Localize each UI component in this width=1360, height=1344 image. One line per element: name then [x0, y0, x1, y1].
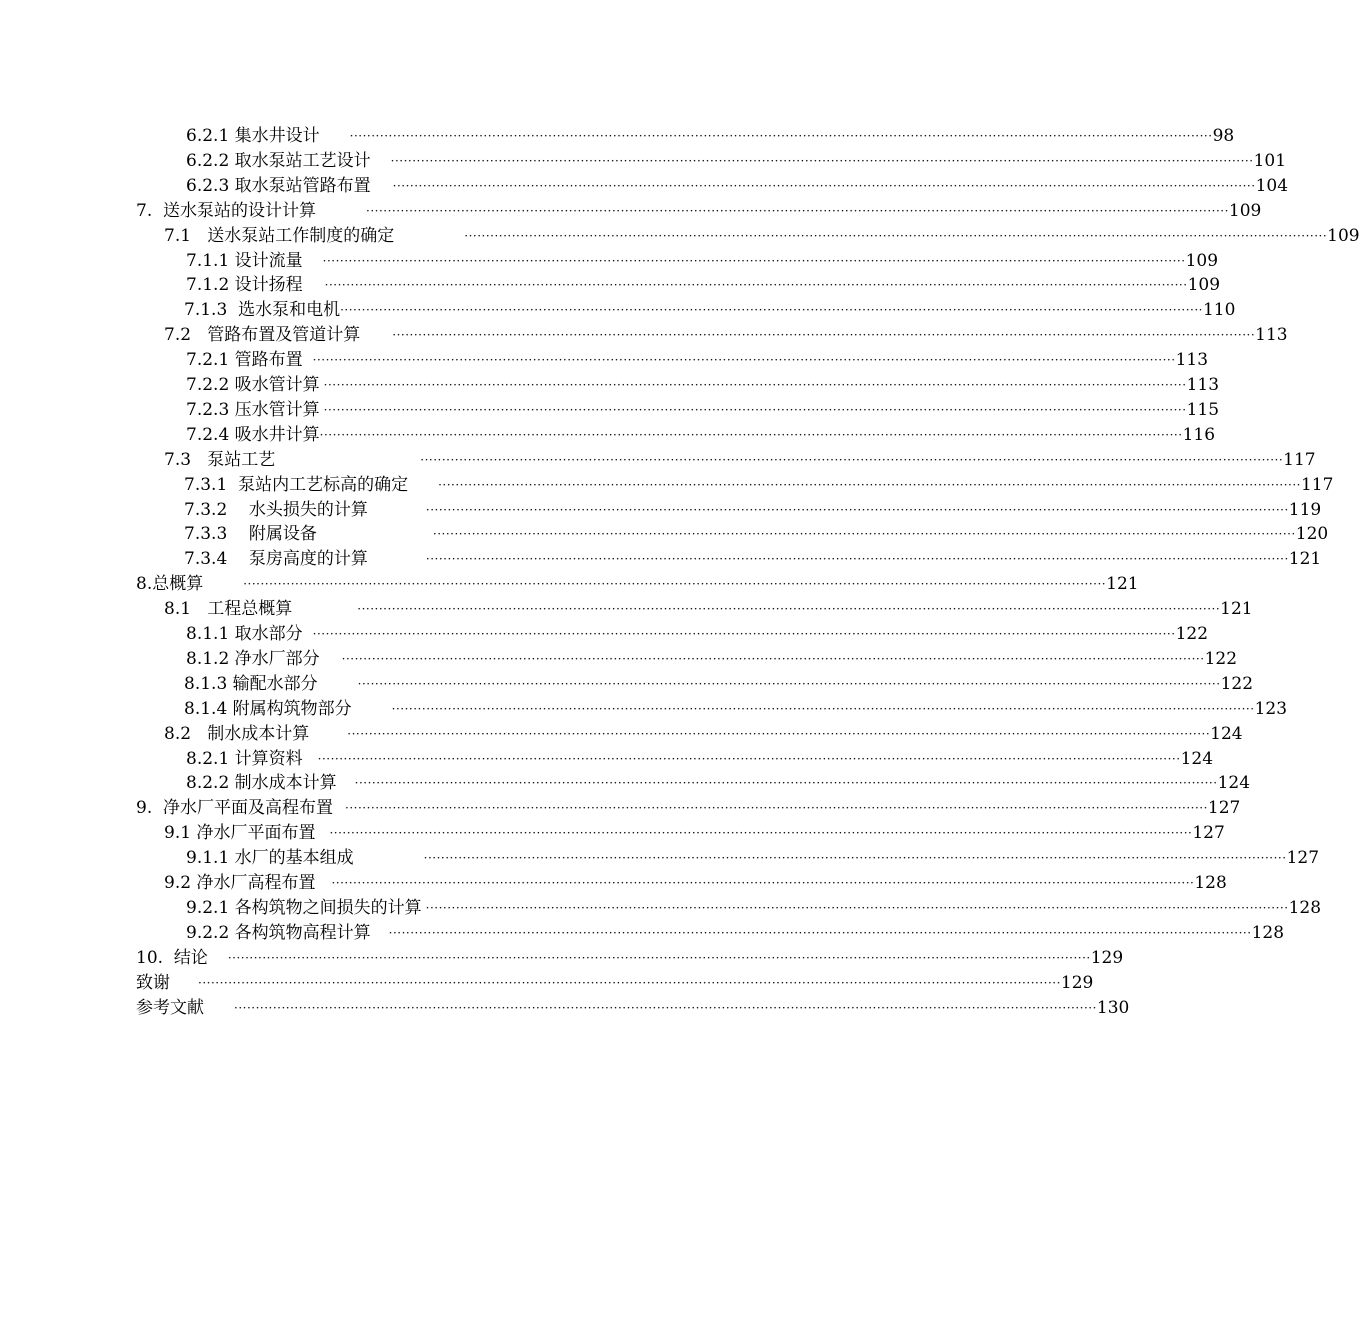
toc-entry[interactable] — [164, 722, 1243, 746]
toc-entry[interactable] — [164, 871, 1227, 895]
toc-entry-title: 7.1.1 设计流量 — [186, 250, 303, 271]
dot-leader: ········································································································································································································ — [464, 228, 1328, 243]
toc-page-number: 116 — [1182, 424, 1216, 445]
toc-entry[interactable] — [186, 921, 1285, 945]
dot-leader: ········································································································································································································ — [425, 900, 1289, 915]
toc-entry[interactable] — [184, 672, 1254, 696]
dot-leader: ········································································································································································································ — [390, 153, 1254, 168]
toc-entry[interactable] — [186, 846, 1320, 870]
toc-entry-title: 7.3.3 附属设备 — [184, 524, 317, 545]
toc-entry[interactable] — [136, 572, 1139, 596]
dot-leader: ········································································································································································································ — [425, 502, 1289, 517]
toc-entry-title: 7.1 送水泵站工作制度的确定 — [164, 225, 395, 246]
dot-leader: ········································································································································································································ — [322, 253, 1186, 268]
toc-page-number: 109 — [1185, 250, 1219, 271]
toc-entry-title: 7.2.4 吸水井计算 — [186, 424, 320, 445]
toc-page-number: 113 — [1186, 375, 1220, 395]
toc-entry-title: 9.1 净水厂平面布置 — [164, 823, 316, 844]
toc-entry-title: 7.3 泵站工艺 — [164, 449, 276, 470]
toc-entry-title: 8.2 制水成本计算 — [164, 723, 310, 744]
dot-leader: ········································································································································································································ — [312, 627, 1176, 641]
dot-leader: ········································································································································································································ — [357, 676, 1221, 691]
toc-entry-title: 7.3.4 泵房高度的计算 — [184, 549, 368, 570]
toc-page-number: 121 — [1106, 574, 1139, 595]
toc-entry[interactable] — [184, 547, 1322, 571]
toc-entry-title: 9.1.1 水厂的基本组成 — [186, 848, 354, 869]
toc-entry-title: 9. 净水厂平面及高程布置 — [136, 798, 334, 819]
dot-leader: ········································································································································································································ — [391, 701, 1255, 716]
toc-entry[interactable] — [186, 398, 1220, 422]
dot-leader: ········································································································································································································ — [425, 552, 1289, 567]
toc-page-number: 98 — [1212, 126, 1235, 146]
toc-page-number: 109 — [1327, 225, 1360, 246]
toc-entry-title: 8.1.4 附属构筑物部分 — [184, 698, 352, 719]
dot-leader: ········································································································································································································ — [345, 801, 1208, 816]
toc-entry-title: 8.1 工程总概算 — [164, 599, 293, 620]
dot-leader: ········································································································································································································ — [420, 452, 1284, 467]
toc-page-number: 120 — [1295, 524, 1329, 545]
dot-leader: ········································································································································································································ — [243, 577, 1107, 592]
toc-page-number: 121 — [1220, 599, 1253, 620]
toc-page-number: 119 — [1288, 499, 1322, 520]
toc-entry[interactable] — [186, 149, 1287, 173]
toc-entry-title: 7.3.2 水头损失的计算 — [184, 499, 368, 520]
toc-entry-title: 7.2.1 管路布置 — [186, 350, 303, 371]
toc-page-number: 127 — [1286, 848, 1320, 869]
toc-entry[interactable] — [184, 697, 1288, 721]
toc-entry[interactable] — [186, 896, 1322, 920]
toc-entry-title: 10. 结论 — [136, 947, 208, 968]
dot-leader: ········································································································································································································ — [331, 876, 1195, 890]
dot-leader: ········································································································································································································ — [423, 851, 1287, 866]
toc-page-number: 124 — [1210, 723, 1243, 744]
dot-leader: ········································································································································································································ — [438, 477, 1301, 492]
toc-entry-title: 6.2.1 集水井设计 — [186, 126, 320, 146]
toc-entry-title: 7.2.2 吸水管计算 — [186, 375, 320, 395]
toc-page-number: 128 — [1288, 897, 1322, 918]
toc-entry[interactable] — [184, 298, 1236, 322]
toc-entry-title: 8.1.1 取水部分 — [186, 624, 303, 644]
toc-entry[interactable] — [186, 647, 1238, 671]
toc-page-number: 121 — [1288, 549, 1322, 570]
toc-page-number: 124 — [1217, 773, 1251, 794]
dot-leader: ········································································································································································································ — [323, 378, 1187, 392]
dot-leader: ········································································································································································································ — [319, 427, 1183, 442]
toc-entry-title: 致谢 — [136, 972, 170, 993]
dot-leader: ········································································································································································································ — [432, 527, 1296, 542]
toc-page-number: 101 — [1253, 150, 1287, 171]
toc-page-number: 109 — [1228, 200, 1262, 221]
toc-entry-title: 参考文献 — [136, 997, 204, 1018]
toc-entry-title: 9.2.1 各构筑物之间损失的计算 — [186, 897, 422, 918]
toc-page-number: 122 — [1175, 624, 1209, 644]
toc-entry[interactable] — [136, 971, 1094, 995]
toc-page-number: 113 — [1175, 350, 1209, 371]
toc-page-number: 127 — [1192, 823, 1225, 844]
toc-page-number: 128 — [1194, 873, 1227, 893]
dot-leader: ········································································································································································································ — [324, 278, 1188, 293]
toc-entry-title: 7.1.3 选水泵和电机 — [184, 300, 341, 321]
toc-entry-title: 7.3.1 泵站内工艺标高的确定 — [184, 474, 409, 495]
toc-entry-title: 9.2 净水厂高程布置 — [164, 873, 316, 893]
toc-entry-title: 7.2.3 压水管计算 — [186, 399, 320, 420]
dot-leader: ········································································································································································································ — [349, 129, 1213, 143]
toc-page-number: 104 — [1255, 175, 1289, 196]
toc-entry[interactable] — [136, 996, 1130, 1020]
dot-leader: ········································································································································································································ — [329, 826, 1193, 841]
toc-entry-title: 7.1.2 设计扬程 — [186, 275, 303, 296]
dot-leader: ········································································································································································································ — [341, 651, 1205, 666]
toc-entry[interactable] — [186, 348, 1209, 372]
toc-entry[interactable] — [164, 448, 1316, 472]
toc-page-number: 127 — [1207, 798, 1241, 819]
toc-entry[interactable] — [186, 622, 1209, 646]
toc-page-number: 128 — [1251, 922, 1285, 943]
toc-page-number: 122 — [1204, 648, 1238, 669]
dot-leader: ········································································································································································································ — [227, 950, 1091, 965]
toc-entry-title: 8.2.2 制水成本计算 — [186, 773, 337, 794]
toc-page-number: 113 — [1255, 325, 1288, 346]
toc-entry-title: 8.1.2 净水厂部分 — [186, 648, 320, 669]
toc-entry[interactable] — [184, 498, 1322, 522]
toc-entry-title: 8.1.3 输配水部分 — [184, 673, 318, 694]
dot-leader: ········································································································································································································ — [198, 975, 1061, 990]
dot-leader: ········································································································································································································ — [357, 602, 1221, 617]
toc-page-number: 122 — [1220, 673, 1254, 694]
toc-page-number: 109 — [1187, 275, 1221, 296]
toc-entry[interactable] — [164, 597, 1253, 621]
toc-entry[interactable] — [186, 373, 1220, 397]
toc-entry[interactable] — [186, 423, 1216, 447]
dot-leader: ········································································································································································································ — [317, 751, 1181, 766]
dot-leader: ········································································································································································································ — [323, 402, 1187, 417]
toc-page-number: 130 — [1096, 997, 1130, 1018]
toc-entry-title: 7. 送水泵站的设计计算 — [136, 200, 317, 221]
toc-entry[interactable] — [186, 273, 1221, 297]
toc-entry-title: 9.2.2 各构筑物高程计算 — [186, 922, 371, 943]
toc-page-number: 124 — [1180, 748, 1214, 769]
toc-entry[interactable] — [136, 199, 1262, 223]
dot-leader: ········································································································································································································ — [366, 203, 1229, 218]
toc-page-number: 115 — [1186, 399, 1220, 420]
toc-entry[interactable] — [136, 946, 1124, 970]
dot-leader: ········································································································································································································ — [392, 328, 1256, 343]
dot-leader: ········································································································································································································ — [347, 726, 1211, 741]
toc-page-number: 129 — [1090, 947, 1124, 968]
toc-entry[interactable] — [136, 796, 1241, 820]
toc-page-number: 117 — [1283, 449, 1316, 470]
toc-page-number: 117 — [1300, 474, 1334, 495]
toc-entry[interactable] — [164, 821, 1225, 845]
dot-leader: ········································································································································································································ — [340, 303, 1203, 318]
toc-entry[interactable] — [184, 473, 1334, 497]
toc-entry-title: 7.2 管路布置及管道计算 — [164, 325, 361, 346]
dot-leader: ········································································································································································································ — [312, 353, 1176, 368]
toc-entry-title: 6.2.2 取水泵站工艺设计 — [186, 150, 371, 171]
toc-entry[interactable] — [184, 522, 1329, 546]
toc-page-number: 123 — [1254, 698, 1288, 719]
toc-entry[interactable] — [164, 323, 1288, 347]
toc-entry-title: 8.总概算 — [136, 574, 204, 595]
dot-leader: ········································································································································································································ — [354, 776, 1218, 791]
toc-entry[interactable] — [186, 174, 1289, 198]
toc-entry[interactable] — [186, 747, 1214, 771]
toc-page-number: 129 — [1060, 972, 1094, 993]
toc-page-number: 110 — [1202, 300, 1236, 321]
toc-entry-title: 8.2.1 计算资料 — [186, 748, 303, 769]
dot-leader: ········································································································································································································ — [234, 1000, 1097, 1015]
toc-entry[interactable] — [186, 771, 1251, 795]
toc-entry[interactable] — [186, 124, 1235, 148]
toc-entry[interactable] — [186, 249, 1219, 273]
dot-leader: ········································································································································································································ — [388, 925, 1252, 940]
toc-entry-title: 6.2.3 取水泵站管路布置 — [186, 175, 371, 196]
toc-entry[interactable] — [164, 224, 1360, 248]
dot-leader: ········································································································································································································ — [392, 178, 1256, 193]
